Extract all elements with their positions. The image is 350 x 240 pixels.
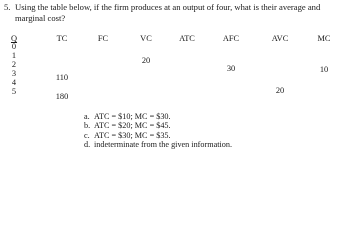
q-cell-4: 4 [11,78,17,87]
question-text: Using the table below, if the firm produces at an output of four, what is their average and marginal cost? [15,2,321,23]
q-cell-5: 5 [11,87,17,96]
header-atc: ATC [179,34,195,43]
q-cell-1: 1 [11,51,17,60]
option-letter: a. [84,112,90,121]
header-mc: MC [317,34,331,43]
tc-cell-row3: 110 [55,73,69,82]
answer-options [84,112,232,149]
question-block [4,2,344,23]
header-avc: AVC [271,34,289,43]
header-afc: AFC [222,34,240,43]
q-cell-0: 0 [11,42,17,51]
header-q: Q [10,34,18,43]
header-vc: VC [140,34,152,43]
vc-cell-row1: 20 [141,56,151,65]
mc-cell-row2: 10 [319,65,329,74]
option-d[interactable] [84,140,232,149]
avc-cell-row4: 20 [275,86,285,95]
option-a[interactable] [84,112,232,121]
q-cell-2: 2 [11,60,17,69]
afc-cell-row2: 30 [226,64,236,73]
question-number: 5. [4,2,11,12]
header-tc: TC [56,34,68,43]
header-fc: FC [97,34,109,43]
cost-table [0,31,350,111]
option-c[interactable] [84,131,232,140]
option-text: ATC = $10; MC = $30. [94,112,171,121]
option-letter: c. [84,130,90,140]
option-text: ATC = $20; MC = $45. [94,121,171,131]
option-letter: d. [84,139,91,149]
tc-cell-row5: 180 [55,92,69,101]
option-letter: b. [84,121,91,131]
option-text: ATC = $30; MC = $35. [94,130,171,140]
q-cell-3: 3 [11,69,17,78]
option-text: indeterminate from the given information. [94,139,233,149]
option-b[interactable] [84,121,232,130]
